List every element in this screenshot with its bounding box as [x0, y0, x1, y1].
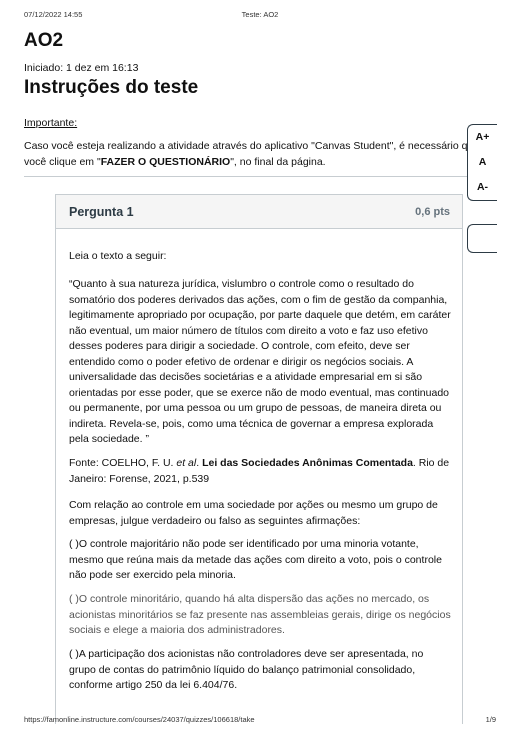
quote-line: somatório dos poderes derivados das ações, com o fim de gestão da companhia,: [69, 293, 448, 306]
statement-line: grupo de contas do patrimônio líquido do balanço patrimonial consolidado,: [69, 663, 416, 676]
print-title: Teste: AO2: [241, 10, 279, 19]
source-line: Janeiro: Forense, 2021, p.539: [69, 472, 210, 485]
quiz-title: AO2: [24, 30, 64, 51]
question-prompt: [69, 498, 438, 529]
quote-line: pela sociedade. ”: [69, 433, 149, 445]
quote-line: entendido como o poder efetivo de ordenar e dirigir os negócios sociais. A: [69, 355, 414, 368]
statement-line: acionistas minoritários se faz presente nas assembleias gerais, dirige os negócios: [69, 608, 451, 621]
quote-line: orientadas por esse poder, que se exerce não de modo eventual, mas continuado: [69, 386, 450, 399]
statement-line: ( )O controle minoritário, quando há alta dispersão das ações no mercado, os: [69, 593, 430, 605]
statement-line: não pode ser exercido pela minoria.: [69, 569, 236, 581]
statement-line: sociais e elege a maioria dos administradores.: [69, 624, 285, 636]
print-date: 07/12/2022 14:55: [24, 10, 83, 19]
statement-line: ( )A participação dos acionistas não controladores deve ser apresentada, no: [69, 648, 424, 660]
notice-line-2: você clique em "FAZER O QUESTIONÁRIO", no final da página.: [24, 156, 326, 168]
quote-line: não eventual, um maior número de títulos com direito a voto e faz uso efetivo: [69, 324, 428, 337]
quote-line: desses poderes para dirigir a sociedade. O controle, com efeito, deve ser: [69, 340, 410, 352]
statement-2: [69, 592, 451, 639]
quote-line: legitimamente apropriado por ocupação, por parte daquele que detém, em caráter: [69, 309, 451, 321]
source-line: Fonte: COELHO, F. U. et al. Lei das Sociedades Anônimas Comentada. Rio de: [69, 457, 450, 469]
question-points: 0,6 pts: [415, 206, 450, 218]
question-source: [69, 456, 449, 487]
font-size-controls: [467, 124, 497, 201]
statement-line: mesmo que reúna mais da metade das ações com direito a voto, pois o controle: [69, 553, 442, 566]
important-label: Importante:: [24, 117, 78, 129]
quote-line: ou permanente, por uma pessoa ou um grupo de pessoas, de maneira direta ou: [69, 402, 442, 414]
notice-emphasis: FAZER O QUESTIONÁRIO: [100, 156, 231, 168]
app-notice: [24, 138, 471, 172]
instructions-heading: Instruções do teste: [24, 77, 199, 98]
quote-line: universalidade das decisões societárias e a atividade empresarial em si são: [69, 371, 423, 383]
statement-1: [69, 537, 442, 584]
question-card: [55, 194, 463, 724]
question-title: Pergunta 1: [69, 205, 134, 219]
statement-3: [69, 647, 423, 694]
font-decrease-button[interactable]: A-: [476, 181, 489, 193]
instructions-divider: [24, 176, 471, 177]
source-book-title: Lei das Sociedades Anônimas Comentada: [202, 457, 413, 469]
prompt-line: Com relação ao controle em uma sociedade por ações ou mesmo um grupo de: [69, 499, 438, 511]
started-timestamp: Iniciado: 1 dez em 16:13: [24, 62, 139, 74]
page-url: https://famonline.instructure.com/courses/24037/quizzes/106618/take: [24, 715, 255, 724]
quote-line: indireta. Revela-se, pois, como uma técnica de governar a empresa explorada: [69, 417, 434, 430]
page-number: 1/9: [485, 715, 496, 724]
notice-line-1: Caso você esteja realizando a atividade através do aplicativo "Canvas Student", é necessário q: [24, 140, 468, 152]
prompt-line: empresas, julgue verdadeiro ou falso as seguintes afirmações:: [69, 514, 361, 527]
statement-line: ( )O controle majoritário não pode ser identificado por uma minoria votante,: [69, 538, 419, 550]
print-header: [24, 10, 496, 22]
font-increase-button[interactable]: A+: [475, 131, 490, 143]
quote-line: “Quanto à sua natureza jurídica, vislumbro o controle como o resultado do: [69, 278, 414, 290]
question-header: [56, 195, 462, 229]
statement-line: conforme artigo 250 da lei 6.404/76.: [69, 679, 238, 691]
accessibility-tab[interactable]: [467, 224, 497, 253]
question-quote: [69, 277, 451, 448]
print-footer: [24, 715, 496, 727]
question-intro: Leia o texto a seguir:: [69, 250, 167, 262]
font-reset-button[interactable]: A: [478, 156, 487, 168]
